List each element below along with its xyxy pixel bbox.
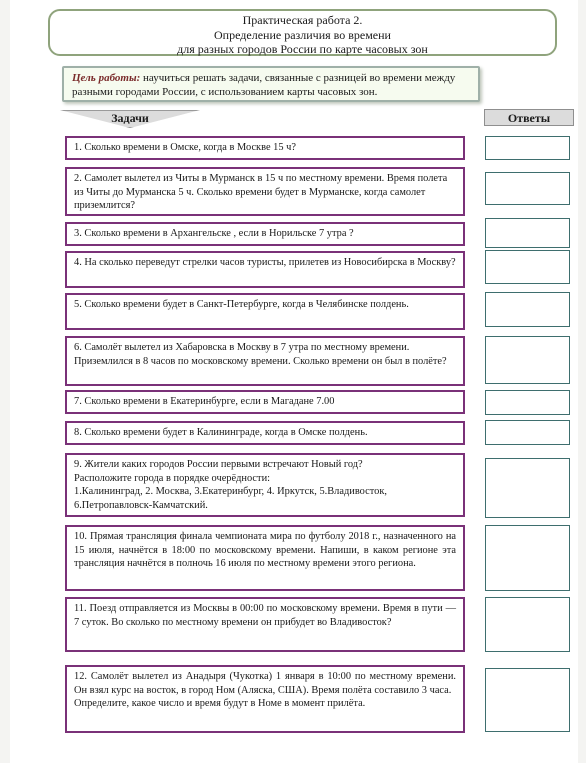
- answer-box-12[interactable]: [485, 668, 570, 732]
- title-line-3: для разных городов России по карте часовых зон: [177, 42, 428, 56]
- task-4-text: 4. На сколько переведут стрелки часов туристы, прилетев из Новосибирска в Москву?: [74, 257, 456, 268]
- answer-box-1[interactable]: [485, 136, 570, 160]
- task-12-text: Определите, какое число и время будут в Номе в момент прилёта.: [74, 698, 366, 710]
- task-9-box: [65, 453, 465, 517]
- answer-box-11[interactable]: [485, 597, 570, 652]
- tasks-header: Задачи: [111, 111, 149, 125]
- task-3-box: [65, 222, 465, 246]
- answer-box-7[interactable]: [485, 390, 570, 415]
- answer-box-3[interactable]: [485, 218, 570, 248]
- title-box: [48, 9, 557, 56]
- task-9-text: 1.Калининград, 2. Москва, 3.Екатеринбург, 4. Иркутск, 5.Владивосток, 6.Петропавловск-Камчатский.: [74, 486, 387, 511]
- goal-label: Цель работы:: [72, 72, 141, 84]
- task-2-box: [65, 167, 465, 216]
- task-8-text: 8. Сколько времени будет в Калининграде, когда в Омске полдень.: [74, 427, 368, 438]
- task-2-text: 2. Самолет вылетел из Читы в Мурманск в 15 ч по местному времени. Время полета из Читы до Мурманска 5 ч. Сколько времени будет в Мурманске, когда самолет приземлится?: [74, 173, 448, 212]
- task-12-box: [65, 665, 465, 733]
- answer-box-8[interactable]: [485, 420, 570, 445]
- task-10-box: [65, 525, 465, 591]
- task-8-box: [65, 421, 465, 445]
- task-11-text: 11. Поезд отправляется из Москвы в 00:00 по московскому времени. Время в пути — 7 суток. Во сколько по местному времени он прибудет во Владивосток?: [74, 603, 456, 628]
- task-11-box: [65, 597, 465, 652]
- task-12-text: 12. Самолёт вылетел из Анадыря (Чукотка) 1 января в 10:00 по местному времени. Он взял курс на восток, в город Ном (Аляска, США). Время полёта составило 3 часа.: [74, 671, 456, 696]
- answer-box-6[interactable]: [485, 336, 570, 384]
- task-7-text: 7. Сколько времени в Екатеринбурге, если в Магадане 7.00: [74, 396, 335, 407]
- answer-box-5[interactable]: [485, 292, 570, 327]
- answer-box-2[interactable]: [485, 172, 570, 205]
- title-line-1: Практическая работа 2.: [242, 13, 363, 27]
- task-9-text: 9. Жители каких городов России первыми встречают Новый год?: [74, 459, 363, 470]
- answers-header: Ответы: [484, 109, 574, 126]
- title-line-2: Определение различия во времени: [214, 27, 391, 42]
- task-1-box: [65, 136, 465, 160]
- task-5-box: [65, 293, 465, 330]
- task-10-text: 10. Прямая трансляция финала чемпионата мира по футболу 2018 г., назначенного на 15 июля, начнётся в 18:00 по московскому времени. Напиши, в каком регионе эта трансляция начнётся в полночь 16 июля по местному времени этого региона.: [74, 531, 456, 570]
- task-7-box: [65, 390, 465, 414]
- task-6-text: 6. Самолёт вылетел из Хабаровска в Москву в 7 утра по местному времени. Приземлился в 8 часов по московскому времени. Сколько времени он был в полёте?: [74, 342, 447, 367]
- task-1-text: 1. Сколько времени в Омске, когда в Москве 15 ч?: [74, 142, 296, 153]
- goal-box: [62, 66, 480, 102]
- task-5-text: 5. Сколько времени будет в Санкт-Петербурге, когда в Челябинске полдень.: [74, 299, 409, 310]
- answer-box-4[interactable]: [485, 250, 570, 284]
- task-6-box: [65, 336, 465, 386]
- answer-box-9[interactable]: [485, 458, 570, 518]
- task-4-box: [65, 251, 465, 288]
- answer-box-10[interactable]: [485, 525, 570, 591]
- task-3-text: 3. Сколько времени в Архангельске , если в Норильске 7 утра ?: [74, 228, 354, 239]
- task-9-text: Расположите города в порядке очерёдности:: [74, 472, 271, 484]
- worksheet-page: [10, 0, 578, 763]
- goal-text: научиться решать задачи, связанные с разницей во времени между разными городами России, с использованием карты часовых зон.: [72, 72, 456, 98]
